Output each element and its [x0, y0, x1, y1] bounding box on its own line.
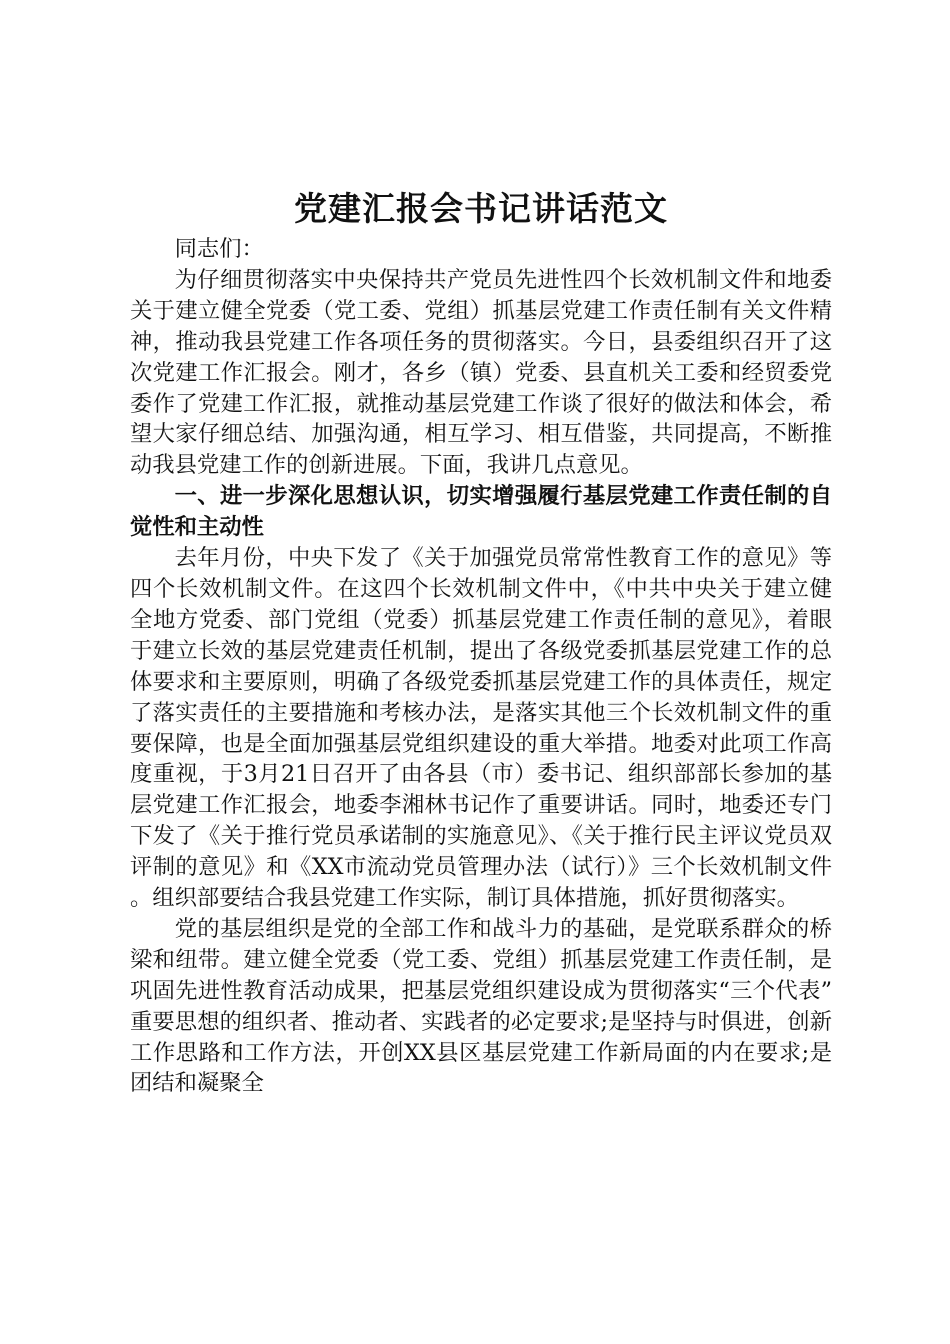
section-paragraph: 去年月份，中央下发了《关于加强党员常常性教育工作的意见》等四个长效机制文件。在这四个长效机制文件中，《中共中央关于建立健全地方党委、部门党组（党委）抓基层党建工作责任制的意见》，着眼于建立长效的基层党建责任机制，提出了各级党委抓基层党建工作的总体要求和主要原则，明确了各级党委抓基层党建工作的具体责任，规定了落实责任的主要措施和考核办法，是落实其他三个长效机制文件的重要保障，也是全面加强基层党组织建设的重大举措。地委对此项工作高度重视，于3月21日召开了由各县（市）委书记、组织部部长参加的基层党建工作汇报会，地委李湘林书记作了重要讲话。同时，地委还专门下发了《关于推行党员承诺制的实施意见》、《关于推行民主评议党员双评制的意见》和《XX市流动党员管理办法（试行）》三个长效机制文件。组织部要结合我县党建工作实际，制订具体措施，抓好贯彻落实。 [130, 545, 832, 912]
document-title: 党建汇报会书记讲话范文 [294, 189, 668, 228]
section-paragraph: 党的基层组织是党的全部工作和战斗力的基础，是党联系群众的桥梁和纽带。建立健全党委（党工委、党组）抓基层党建工作责任制，是巩固先进性教育活动成果，把基层党组织建设成为贯彻落实“三个代表”重要思想的组织者、推动者、实践者的必定要求;是坚持与时俱进，创新工作思路和工作方法，开创XX县区基层党建工作新局面的内在要求;是团结和凝聚全 [130, 915, 832, 1097]
document-body [130, 186, 832, 1099]
salutation: 同志们： [174, 236, 264, 262]
section-heading: 一、进一步深化思想认识，切实增强履行基层党建工作责任制的自觉性和主动性 [130, 483, 832, 541]
intro-paragraph: 为仔细贯彻落实中央保持共产党员先进性四个长效机制文件和地委关于建立健全党委（党工委、党组）抓基层党建工作责任制有关文件精神，推动我县党建工作各项任务的贯彻落实。今日，县委组织召开了这次党建工作汇报会。刚才，各乡（镇）党委、县直机关工委和经贸委党委作了党建工作汇报，就推动基层党建工作谈了很好的做法和体会，希望大家仔细总结、加强沟通，相互学习、相互借鉴，共同提高，不断推动我县党建工作的创新进展。下面，我讲几点意见。 [130, 266, 832, 479]
